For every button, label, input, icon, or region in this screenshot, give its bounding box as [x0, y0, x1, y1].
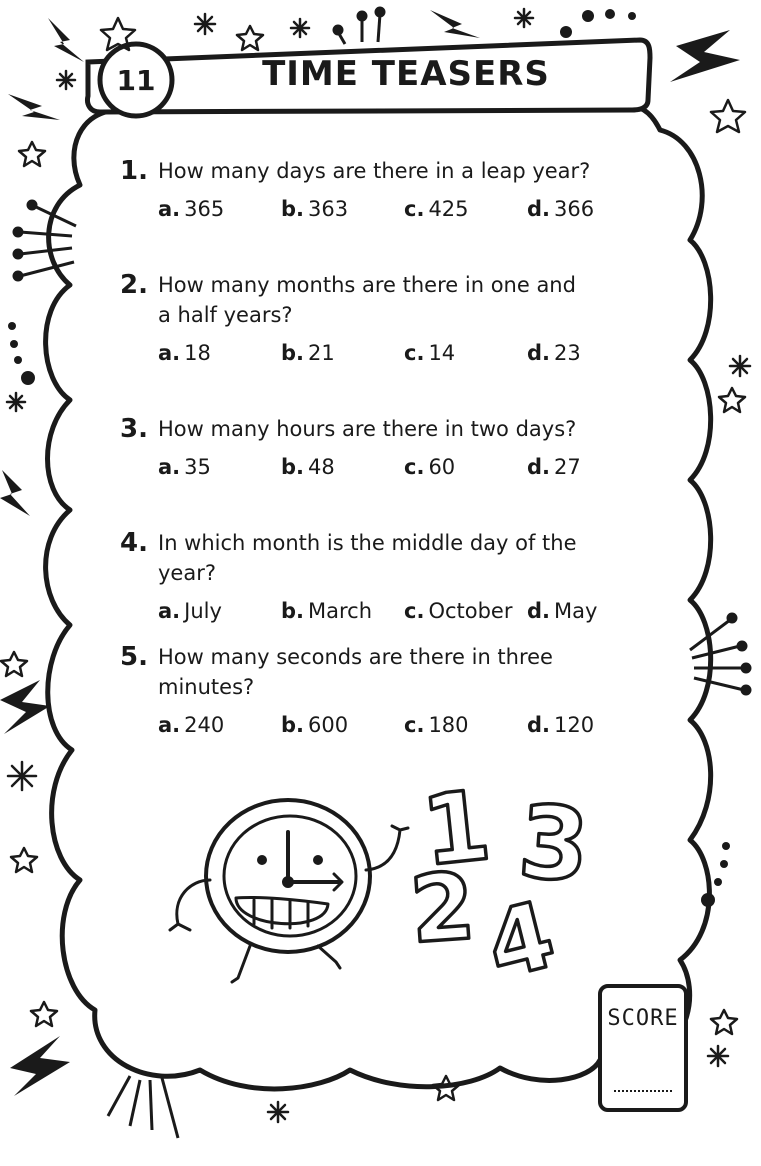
- score-label: SCORE: [607, 1006, 679, 1031]
- answer-options: [158, 454, 660, 480]
- clock-arm-right: [366, 826, 408, 870]
- digit-outline: 1: [417, 769, 496, 888]
- dot-decoration: [560, 26, 572, 38]
- pin-decoration: [334, 8, 384, 44]
- option-letter: a.: [158, 341, 181, 365]
- option-value: May: [554, 599, 598, 623]
- burst-icon: [730, 356, 750, 376]
- option-b[interactable]: [281, 196, 404, 222]
- burst-icon: [8, 762, 36, 790]
- option-value: 23: [554, 341, 581, 365]
- dot-decoration: [628, 12, 636, 20]
- question-5: [120, 642, 660, 738]
- option-letter: b.: [281, 599, 305, 623]
- burst-icon: [268, 1102, 288, 1122]
- option-value: October: [428, 599, 513, 623]
- option-b[interactable]: [281, 712, 404, 738]
- option-a[interactable]: [158, 454, 281, 480]
- star-icon: [711, 1010, 737, 1034]
- question-number: 4.: [120, 528, 148, 558]
- option-value: 27: [554, 455, 581, 479]
- option-a[interactable]: [158, 712, 281, 738]
- burst-icon: [708, 1046, 728, 1066]
- option-letter: d.: [527, 599, 551, 623]
- page-title: TIME TEASERS: [262, 54, 550, 94]
- answer-options: [158, 340, 660, 366]
- option-letter: a.: [158, 455, 181, 479]
- option-letter: d.: [527, 455, 551, 479]
- dot-decoration: [720, 860, 728, 868]
- option-letter: d.: [527, 197, 551, 221]
- question-text: In which month is the middle day of the year?: [158, 531, 577, 585]
- pin-decoration: [14, 201, 76, 280]
- clock-mouth: [236, 897, 328, 923]
- option-letter: a.: [158, 713, 181, 737]
- star-icon: [237, 26, 263, 50]
- option-value: 365: [184, 197, 225, 221]
- option-c[interactable]: [404, 454, 527, 480]
- pin-decoration: [690, 614, 750, 694]
- answer-options: [158, 712, 660, 738]
- clock-leg-left: [232, 946, 250, 982]
- option-letter: a.: [158, 197, 181, 221]
- star-icon: [711, 100, 745, 132]
- question-number: 3.: [120, 414, 148, 444]
- option-letter: c.: [404, 455, 425, 479]
- option-c[interactable]: [404, 196, 527, 222]
- option-letter: c.: [404, 599, 425, 623]
- page-number: 11: [116, 63, 156, 97]
- lightning-icon: [48, 18, 84, 62]
- option-letter: d.: [527, 341, 551, 365]
- option-d[interactable]: [527, 712, 650, 738]
- option-value: 60: [428, 455, 456, 479]
- dot-decoration: [605, 9, 615, 19]
- dot-decoration: [21, 371, 35, 385]
- star-icon: [1, 652, 27, 676]
- digit-outline: 2: [406, 852, 479, 964]
- option-b[interactable]: [281, 598, 404, 624]
- option-value: 180: [428, 713, 469, 737]
- answer-options: [158, 196, 660, 222]
- question-number: 2.: [120, 270, 148, 300]
- option-value: 425: [428, 197, 469, 221]
- option-value: 35: [184, 455, 211, 479]
- score-box[interactable]: [598, 984, 688, 1112]
- burst-icon: [515, 9, 533, 27]
- burst-icon: [195, 14, 215, 34]
- option-value: 240: [184, 713, 225, 737]
- digit-outline: 4: [476, 881, 565, 1001]
- answer-options: [158, 598, 660, 624]
- option-d[interactable]: [527, 340, 650, 366]
- option-value: 366: [554, 197, 595, 221]
- star-icon: [719, 388, 745, 412]
- dot-decoration: [8, 322, 16, 330]
- clock-leg-right: [318, 946, 340, 968]
- lightning-icon: [670, 30, 740, 82]
- option-letter: b.: [281, 713, 305, 737]
- option-letter: c.: [404, 197, 425, 221]
- burst-icon: [57, 71, 75, 89]
- option-value: 600: [308, 713, 349, 737]
- option-value: 21: [308, 341, 335, 365]
- dot-decoration: [701, 893, 715, 907]
- question-number: 1.: [120, 156, 148, 186]
- option-value: July: [184, 599, 222, 623]
- option-a[interactable]: [158, 340, 281, 366]
- option-value: 363: [308, 197, 349, 221]
- question-1: [120, 156, 660, 222]
- dot-decoration: [14, 356, 22, 364]
- clock-character-illustration: [170, 800, 408, 982]
- option-letter: c.: [404, 713, 425, 737]
- option-letter: c.: [404, 341, 425, 365]
- lightning-icon: [0, 680, 50, 734]
- option-letter: b.: [281, 197, 305, 221]
- option-a[interactable]: [158, 196, 281, 222]
- option-d[interactable]: [527, 196, 650, 222]
- burst-icon: [291, 19, 309, 37]
- burst-icon: [7, 393, 25, 411]
- question-3: [120, 414, 660, 480]
- dot-decoration: [10, 340, 18, 348]
- dot-decoration: [722, 842, 730, 850]
- star-icon: [31, 1002, 57, 1026]
- option-value: 120: [554, 713, 595, 737]
- option-value: March: [308, 599, 373, 623]
- question-text: How many hours are there in two days?: [158, 417, 577, 441]
- option-d[interactable]: [527, 454, 650, 480]
- score-write-line[interactable]: [614, 1090, 672, 1092]
- lightning-icon: [430, 10, 480, 38]
- question-4: [120, 528, 660, 624]
- question-text: How many days are there in a leap year?: [158, 159, 591, 183]
- outlined-digits: [407, 769, 593, 1000]
- option-value: 18: [184, 341, 211, 365]
- question-2: [120, 270, 660, 366]
- option-b[interactable]: [281, 454, 404, 480]
- option-c[interactable]: [404, 712, 527, 738]
- lightning-icon: [10, 1036, 70, 1096]
- lightning-icon: [8, 94, 60, 120]
- option-d[interactable]: [527, 598, 650, 624]
- star-icon: [19, 142, 45, 166]
- pin-decoration: [108, 1076, 178, 1138]
- option-a[interactable]: [158, 598, 281, 624]
- option-c[interactable]: [404, 340, 527, 366]
- question-text: How many months are there in one and a half years?: [158, 273, 576, 327]
- digit-outline: 3: [515, 783, 593, 905]
- option-value: 48: [308, 455, 335, 479]
- option-b[interactable]: [281, 340, 404, 366]
- dot-decoration: [714, 878, 722, 886]
- question-number: 5.: [120, 642, 148, 672]
- option-letter: a.: [158, 599, 181, 623]
- option-letter: b.: [281, 455, 305, 479]
- star-icon: [11, 848, 37, 872]
- clock-arm-left: [170, 880, 210, 930]
- option-value: 14: [428, 341, 456, 365]
- option-letter: b.: [281, 341, 305, 365]
- question-text: How many seconds are there in three minutes?: [158, 645, 553, 699]
- dot-decoration: [582, 10, 594, 22]
- option-c[interactable]: [404, 598, 527, 624]
- lightning-icon: [0, 470, 30, 516]
- option-letter: d.: [527, 713, 551, 737]
